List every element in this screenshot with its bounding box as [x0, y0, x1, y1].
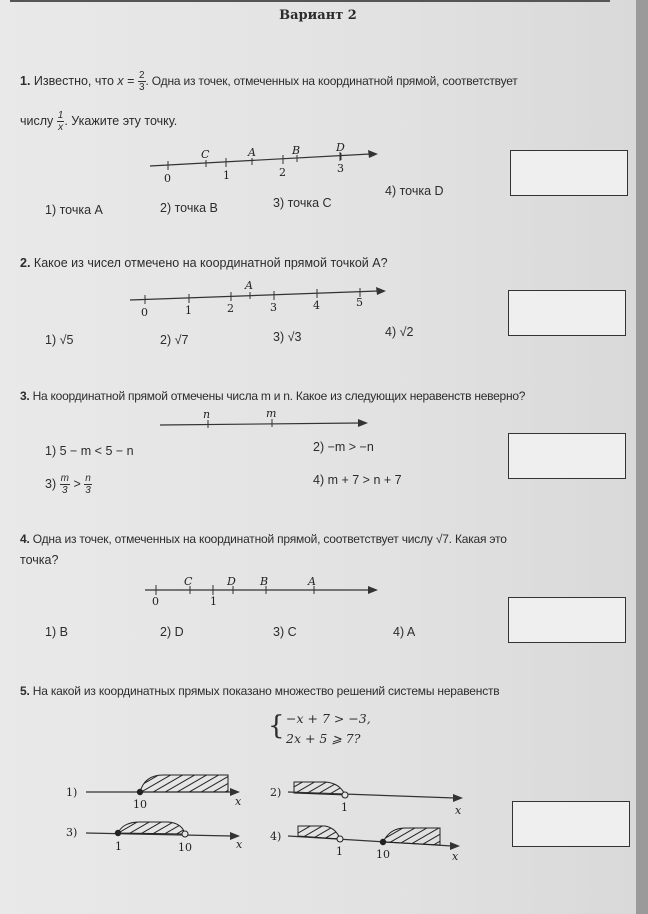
- svg-text:2): 2): [270, 786, 282, 799]
- q1-number: 1.: [20, 73, 31, 88]
- q4-option-1[interactable]: 1) B: [45, 625, 68, 639]
- q4-number-line: [145, 575, 378, 608]
- q3-option-1[interactable]: 1) 5 − m < 5 − n: [45, 444, 134, 458]
- q1-point-c: C: [201, 148, 210, 161]
- q1-text-b: . Одна из точек, отмеченных на координатной прямой, соответствует: [145, 73, 518, 88]
- q2-option-1[interactable]: 1) √5: [45, 333, 74, 347]
- q4-point-d: D: [227, 575, 236, 588]
- q4-tick-0: 0: [152, 595, 159, 608]
- q5-o2-tick: 1: [341, 801, 348, 814]
- q1-point-d: D: [336, 141, 345, 154]
- svg-text:3): 3): [66, 826, 78, 839]
- q2-option-4[interactable]: 4) √2: [385, 325, 414, 339]
- q5-o3-tick-b: 10: [178, 841, 192, 854]
- svg-text:1): 1): [66, 786, 78, 799]
- q3-point-n: n: [203, 408, 211, 421]
- q2-tick-3: 3: [270, 301, 277, 314]
- q4-option-2[interactable]: 2) D: [160, 625, 184, 639]
- q5-system-brace: {: [268, 711, 285, 741]
- q2-tick-0: 0: [141, 306, 148, 319]
- q2-option-2[interactable]: 2) √7: [160, 333, 189, 347]
- q4-point-c: C: [184, 575, 193, 588]
- q1-expr-eq: =: [127, 73, 135, 88]
- svg-text:x: x: [455, 804, 462, 817]
- q4-point-b: B: [260, 575, 269, 588]
- q1-point-a: A: [248, 146, 256, 159]
- q2-question: 2. Какое из чисел отмечено на координатной прямой точкой A?: [20, 256, 388, 270]
- q5-system-eq1: −x + 7 > −3,: [286, 711, 371, 726]
- svg-text:4): 4): [270, 830, 282, 843]
- q4-option-4[interactable]: 4) A: [393, 625, 416, 639]
- q1-tick-3: 3: [337, 162, 344, 175]
- q5-option2-line: [270, 782, 463, 817]
- q5-option1-line: [66, 775, 242, 811]
- q3-option-4[interactable]: 4) m + 7 > n + 7: [313, 473, 402, 487]
- q1-option-4[interactable]: 4) точка D: [385, 184, 444, 198]
- q5-o3-tick-a: 1: [115, 840, 122, 853]
- variant-title: Вариант 2: [279, 8, 357, 23]
- q1-tick-0: 0: [164, 172, 171, 185]
- q4-question-line2: точка?: [20, 553, 59, 567]
- q4-point-a: A: [308, 575, 316, 588]
- q1-tick-1: 1: [223, 169, 230, 182]
- q1-point-b: B: [292, 144, 301, 157]
- q5-o4-tick-a: 1: [336, 845, 343, 858]
- q4-tick-1: 1: [210, 595, 217, 608]
- q5-question: 5. На какой из координатных прямых показано множество решений системы неравенств: [20, 684, 500, 698]
- q5-answer-box[interactable]: [512, 801, 630, 847]
- q1-fraction: $\frac{2}{3}$: [138, 70, 145, 93]
- q5-system-eq2: 2x + 5 ⩾ 7?: [286, 731, 361, 746]
- q5-option4-line: [270, 826, 460, 863]
- q2-tick-5: 5: [356, 296, 363, 309]
- q1-option-1[interactable]: 1) точка A: [45, 203, 103, 217]
- q2-option-3[interactable]: 3) √3: [273, 330, 302, 344]
- q3-option-2[interactable]: 2) −m > −n: [313, 440, 374, 454]
- q3-point-m: m: [266, 407, 277, 420]
- q1-number-line: [150, 141, 378, 185]
- q4-question-line1: 4. Одна из точек, отмеченных на координатной прямой, соответствует числу √7. Какая это: [20, 532, 507, 546]
- q1-line2: числу $\frac{1}{x}$ . Укажите эту точку.: [20, 110, 178, 133]
- q5-option3-line: [66, 822, 243, 854]
- q4-answer-box[interactable]: [508, 597, 626, 643]
- q3-answer-box[interactable]: [508, 433, 626, 479]
- q1-expr-var: x: [117, 73, 124, 88]
- q2-tick-2: 2: [227, 302, 234, 315]
- svg-text:x: x: [452, 850, 459, 863]
- q5-o1-tick: 10: [133, 798, 147, 811]
- q5-o4-tick-b: 10: [376, 848, 390, 861]
- q3-number-line: [160, 407, 368, 428]
- q4-option-3[interactable]: 3) C: [273, 625, 297, 639]
- q2-answer-box[interactable]: [508, 290, 626, 336]
- q1-reciprocal: $\frac{1}{x}$: [57, 110, 64, 133]
- q3-option-3[interactable]: 3) $\frac{m}{3}$ > $\frac{n}{3}$: [45, 473, 91, 496]
- q2-number-line: [130, 279, 386, 319]
- svg-text:x: x: [235, 795, 242, 808]
- q2-point-a: A: [245, 279, 253, 292]
- q1-answer-box[interactable]: [510, 150, 628, 196]
- svg-text:x: x: [236, 838, 243, 851]
- q1-text-a: Известно, что: [33, 73, 114, 88]
- q2-tick-4: 4: [313, 299, 320, 312]
- q1-option-2[interactable]: 2) точка B: [160, 201, 218, 215]
- q3-question: 3. На координатной прямой отмечены числа m и n. Какое из следующих неравенств неверно?: [20, 389, 526, 403]
- q2-tick-1: 1: [185, 304, 192, 317]
- q1-tick-2: 2: [279, 166, 286, 179]
- q1-option-3[interactable]: 3) точка C: [273, 196, 332, 210]
